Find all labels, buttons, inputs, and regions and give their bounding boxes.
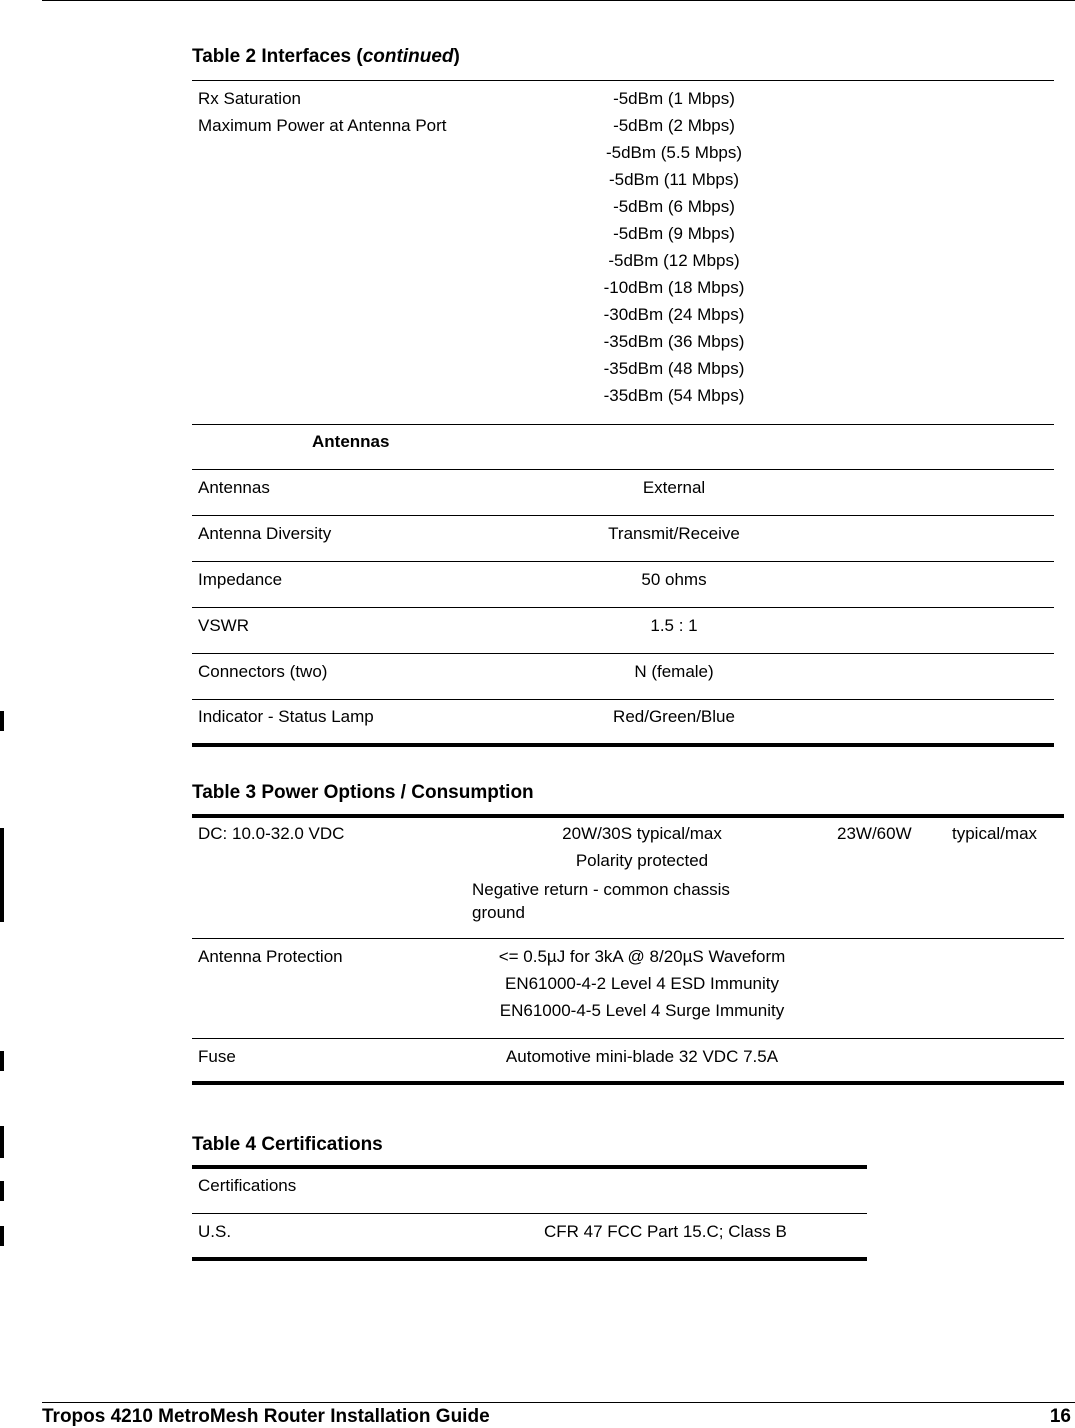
table2-bottom-rule <box>192 743 1054 747</box>
dc-col3: 23W/60W <box>837 824 912 843</box>
row-label: Indicator - Status Lamp <box>198 707 374 726</box>
row-rule <box>192 699 1054 700</box>
change-bar <box>0 711 4 731</box>
row-value: 1.5 : 1 <box>650 616 698 635</box>
change-bar <box>0 1181 4 1201</box>
row-value: 50 ohms <box>641 570 707 589</box>
fuse-label: Fuse <box>198 1047 236 1066</box>
fuse-value: Automotive mini-blade 32 VDC 7.5A <box>505 1047 779 1066</box>
change-bar <box>0 1126 4 1158</box>
change-bar <box>0 1051 4 1071</box>
antenna-protection-values <box>472 943 812 1024</box>
rx-value: -30dBm (24 Mbps) <box>603 305 745 324</box>
rx-value: -5dBm (12 Mbps) <box>608 251 740 270</box>
row-label: Antennas <box>198 478 270 497</box>
footer-title: Tropos 4210 MetroMesh Router Installation Guide <box>42 1406 490 1427</box>
row-value: Transmit/Receive <box>608 524 740 543</box>
change-bar <box>0 1226 4 1246</box>
row-rule <box>192 469 1054 470</box>
page-top-rule <box>42 0 1075 1</box>
row-rule <box>192 653 1054 654</box>
row-label: Antenna Diversity <box>198 524 332 543</box>
antenna-protection-value: <= 0.5µJ for 3kA @ 8/20µS Waveform <box>498 947 786 966</box>
antenna-protection-value: EN61000-4-2 Level 4 ESD Immunity <box>504 974 780 993</box>
cert-row-value: CFR 47 FCC Part 15.C; Class B <box>544 1222 787 1241</box>
page-number: 16 <box>1049 1406 1071 1427</box>
row-rule <box>192 607 1054 608</box>
antenna-protection-value: EN61000-4-5 Level 4 Surge Immunity <box>499 1001 785 1020</box>
dc-negative-return: Negative return - common chassis ground <box>472 880 730 922</box>
caption-text: Table 2 Interfaces ( <box>192 46 363 67</box>
table2-caption <box>192 46 460 68</box>
table4-caption: Table 4 Certifications <box>192 1134 383 1155</box>
dc-typical-max: 20W/30S typical/max <box>562 824 722 843</box>
rx-value: -5dBm (11 Mbps) <box>608 170 740 189</box>
antenna-protection-label: Antenna Protection <box>198 947 343 966</box>
row-rule <box>192 938 1064 939</box>
rx-label: Rx Saturation <box>198 89 301 108</box>
dc-col4: typical/max <box>952 824 1038 843</box>
caption-italic-text: continued <box>362 46 454 67</box>
certifications-header: Certifications <box>198 1176 297 1195</box>
footer-rule <box>42 1402 1075 1403</box>
row-value: N (female) <box>634 662 714 681</box>
rx-value: -35dBm (48 Mbps) <box>603 359 745 378</box>
rx-value: -10dBm (18 Mbps) <box>603 278 745 297</box>
cert-row-label: U.S. <box>198 1222 232 1241</box>
row-label: Connectors (two) <box>198 662 328 681</box>
section-heading-antennas: Antennas <box>312 432 390 451</box>
rx-value: -5dBm (5.5 Mbps) <box>605 143 743 162</box>
rx-value: -5dBm (9 Mbps) <box>613 224 735 243</box>
rx-value: -5dBm (6 Mbps) <box>613 197 735 216</box>
rx-values <box>564 85 784 409</box>
dc-polarity: Polarity protected <box>575 851 709 870</box>
rx-value: -5dBm (1 Mbps) <box>613 89 735 108</box>
table2-top-rule <box>192 80 1054 81</box>
caption-text: ) <box>453 46 460 67</box>
table3-top-rule <box>192 814 1064 818</box>
row-label: VSWR <box>198 616 249 635</box>
table3-bottom-rule <box>192 1081 1064 1085</box>
rx-labels <box>198 85 447 139</box>
row-rule <box>192 1213 867 1214</box>
table4-bottom-rule <box>192 1257 867 1261</box>
rx-value: -35dBm (54 Mbps) <box>603 386 745 405</box>
row-value: External <box>642 478 706 497</box>
rx-value: -35dBm (36 Mbps) <box>603 332 745 351</box>
dc-label: DC: 10.0-32.0 VDC <box>198 824 345 843</box>
row-rule <box>192 515 1054 516</box>
change-bar <box>0 828 4 922</box>
row-rule <box>192 424 1054 425</box>
rx-value: -5dBm (2 Mbps) <box>613 116 735 135</box>
row-label: Impedance <box>198 570 283 589</box>
table4-top-rule <box>192 1165 867 1169</box>
row-rule <box>192 561 1054 562</box>
rx-label: Maximum Power at Antenna Port <box>198 116 447 135</box>
row-value: Red/Green/Blue <box>613 707 735 726</box>
row-rule <box>192 1038 1064 1039</box>
table3-caption: Table 3 Power Options / Consumption <box>192 782 534 803</box>
